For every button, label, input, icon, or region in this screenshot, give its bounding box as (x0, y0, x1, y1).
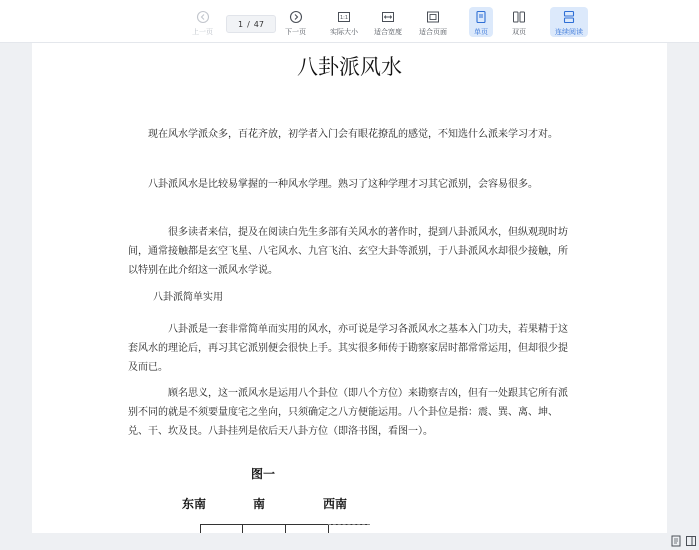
direction-label: 西南 (323, 497, 348, 511)
current-page: 1 (238, 19, 244, 29)
arrow-left-circle-icon (196, 10, 210, 24)
paragraph: 很多读者来信，提及在阅读白先生多部有关风水的著作时，提到八卦派风水，但纵观现时坊间，通常接触都是玄空飞星、八宅风水、九宫飞泊、玄空大卦等派别，于八卦派风水却很少接触，所以特别在此介绍这一派风水学说。 (128, 227, 568, 276)
arrow-right-circle-icon (289, 10, 303, 24)
document-page (32, 43, 667, 533)
document-title: 八卦派风水 (297, 55, 402, 79)
fit-width-button[interactable] (374, 10, 402, 38)
actual-size-label: 实际大小 (330, 28, 358, 36)
next-page-button[interactable] (285, 10, 306, 38)
continuous-reading-button[interactable] (550, 7, 588, 37)
double-page-icon (512, 10, 526, 24)
document-info-icon[interactable] (670, 535, 682, 547)
single-page-button[interactable] (469, 7, 493, 37)
prev-page-label: 上一页 (192, 28, 213, 36)
paragraph: 顾名思义，这一派风水是运用八个卦位（即八个方位）来勘察吉凶，但有一处跟其它所有派别不同的就是不须要量度宅之坐向，只须确定之八方便能运用。八个卦位是指：震、巽、离、坤、兑、干、坎及艮。八卦挂列是依后天八卦方位（即洛书图，看图一）。 (128, 388, 568, 437)
fit-page-label: 适合页面 (419, 28, 447, 36)
direction-label: 东南 (182, 497, 207, 511)
page-number-input[interactable] (226, 15, 276, 33)
fit-page-button[interactable] (419, 10, 447, 38)
actual-size-button[interactable] (330, 10, 358, 38)
status-bar (0, 533, 699, 550)
single-page-label: 单页 (474, 28, 488, 36)
single-page-icon (474, 10, 488, 24)
panel-toggle-icon[interactable] (685, 535, 697, 547)
double-page-button[interactable] (512, 10, 526, 38)
paragraph: 八卦派风水是比较易掌握的一种风水学理。熟习了这种学理才习其它派别，会容易很多。 (148, 179, 538, 190)
bagua-grid-line (328, 524, 370, 526)
total-pages: 47 (253, 19, 264, 29)
double-page-label: 双页 (512, 28, 526, 36)
fit-width-icon (381, 10, 395, 24)
fit-width-label: 适合宽度 (374, 28, 402, 36)
page-separator: / (247, 19, 250, 29)
section-heading: 八卦派简单实用 (153, 292, 223, 303)
bagua-grid-line (285, 524, 286, 533)
fit-page-icon (426, 10, 440, 24)
continuous-reading-icon (562, 10, 576, 24)
figure-title: 图一 (251, 467, 276, 481)
svg-text:1:1: 1:1 (339, 15, 349, 22)
actual-size-icon (337, 10, 351, 24)
paragraph: 现在风水学派众多，百花齐放，初学者入门会有眼花撩乱的感觉，不知选什么派来学习才对。 (148, 129, 558, 140)
continuous-reading-label: 连续阅读 (555, 28, 583, 36)
direction-label: 南 (253, 497, 266, 511)
bagua-grid-line (200, 524, 201, 533)
paragraph: 八卦派是一套非常简单而实用的风水，亦可说是学习各派风水之基本入门功夫，若果精于这套风水的理论后，再习其它派别便会很快上手。其实很多师传于勘察家居时都常常运用，但却很少提及而已。 (128, 324, 568, 373)
bagua-grid-line (242, 524, 243, 533)
prev-page-button[interactable] (192, 10, 213, 38)
reader-toolbar (0, 0, 699, 43)
next-page-label: 下一页 (285, 28, 306, 36)
